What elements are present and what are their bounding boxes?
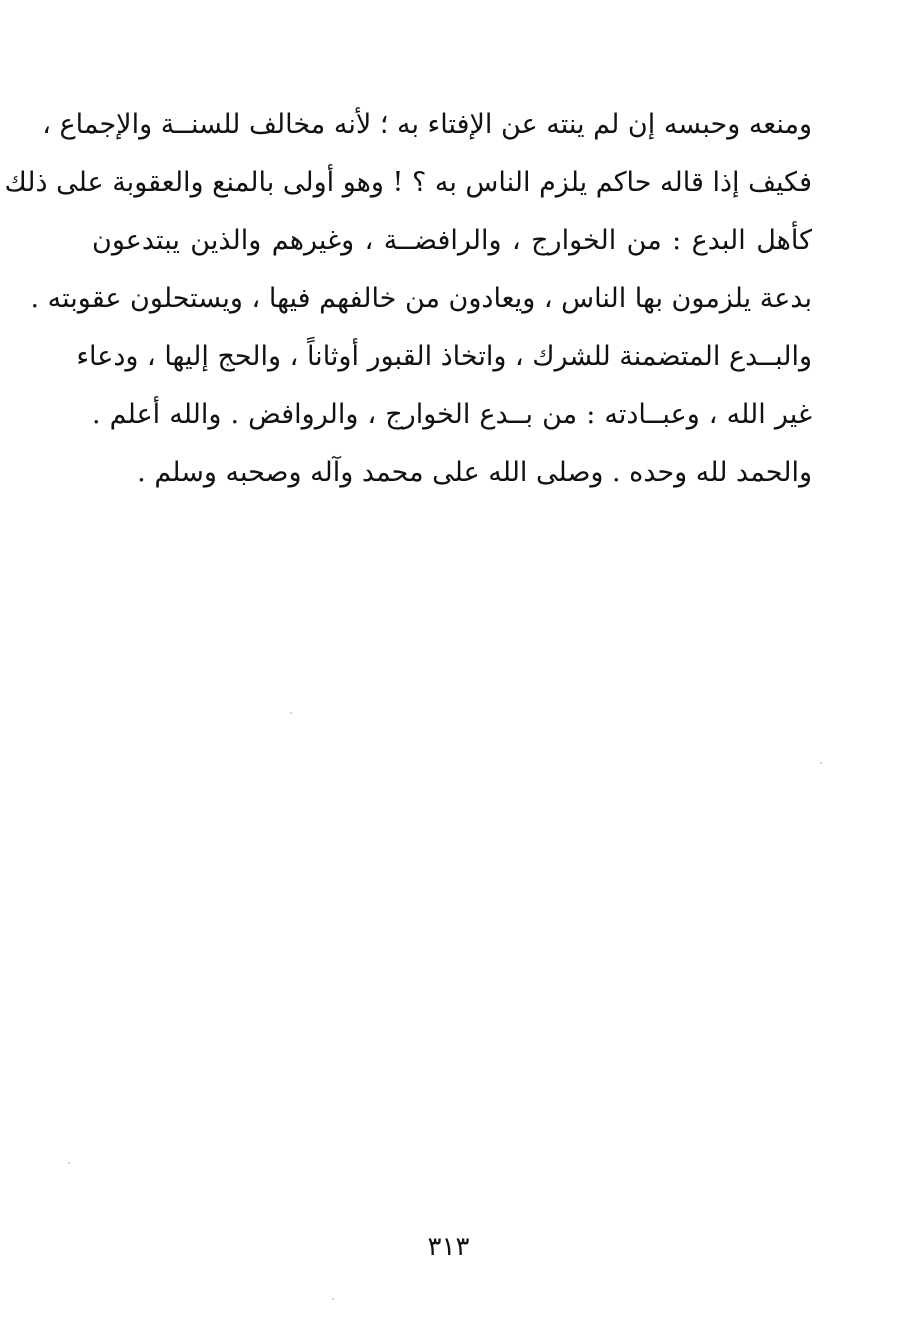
- scan-speck: [290, 712, 292, 714]
- text-line-2: فكيف إذا قاله حاكم يلزم الناس به ؟ ! وهو أولى بالمنع والعقوبة على ذلك: [4, 167, 812, 198]
- scan-speck: [332, 1298, 334, 1300]
- scan-speck: [820, 762, 822, 764]
- text-line-6: غير الله ، وعبــادته : من بــدع الخوارج ، والروافض . والله أعلم .: [92, 399, 812, 430]
- text-line-4: بدعة يلزمون بها الناس ، ويعادون من خالفهم فيها ، ويستحلون عقوبته .: [30, 283, 812, 314]
- body-text: [4, 96, 812, 502]
- scan-speck: [68, 1162, 70, 1164]
- page-number: ٣١٣: [427, 1232, 470, 1262]
- text-line-3: كأهل البدع : من الخوارج ، والرافضــة ، وغيرهم والذين يبتدعون: [92, 225, 812, 256]
- text-line-1: ومنعه وحبسه إن لم ينته عن الإفتاء به ؛ لأنه مخالف للسنــة والإجماع ،: [42, 109, 812, 140]
- text-line-7: والحمد لله وحده . وصلى الله على محمد وآله وصحبه وسلم .: [137, 457, 812, 488]
- text-line-5: والبــدع المتضمنة للشرك ، واتخاذ القبور أوثاناً ، والحج إليها ، ودعاء: [76, 341, 812, 372]
